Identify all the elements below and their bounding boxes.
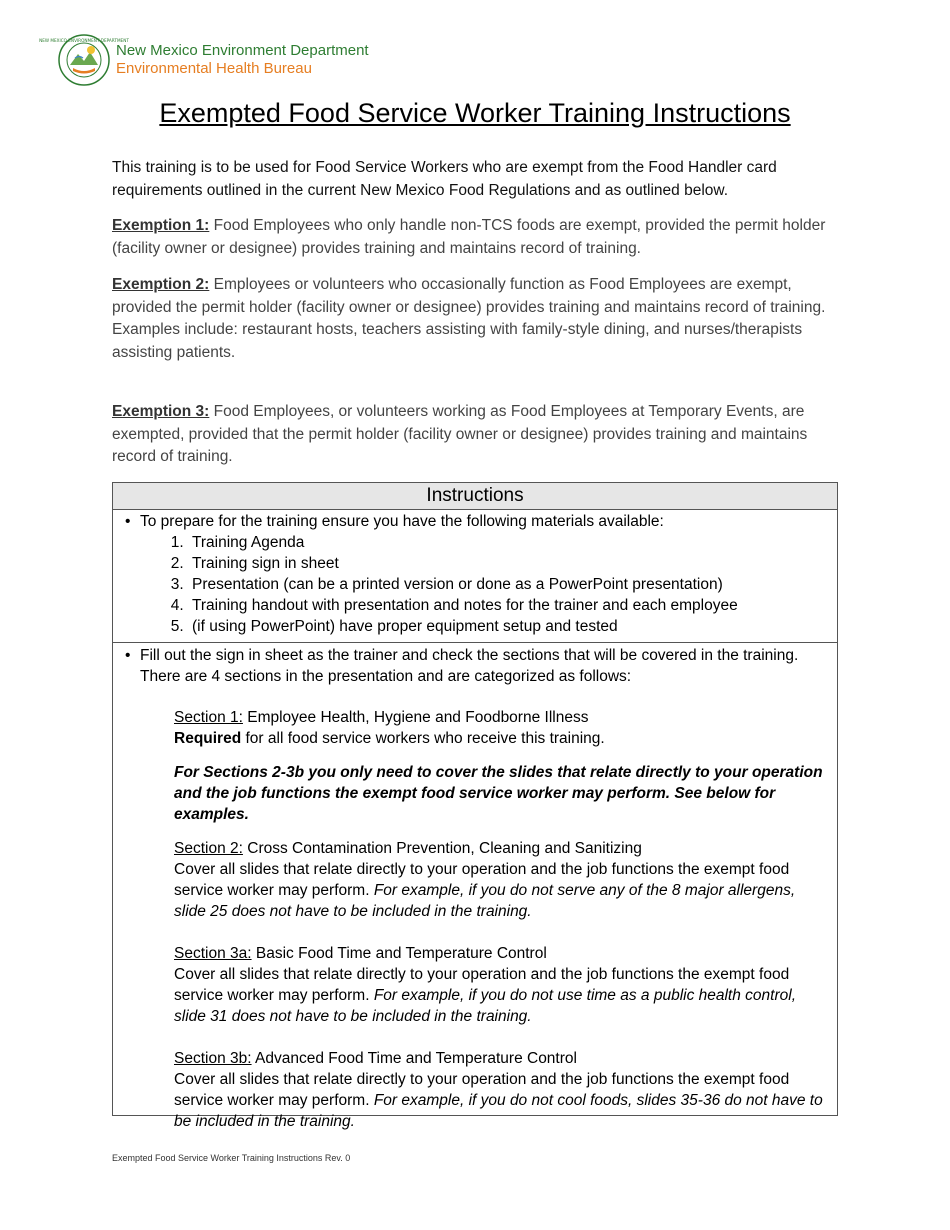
list-item: 1. Training Agenda xyxy=(188,532,827,553)
exemption-text: Food Employees who only handle non-TCS foods are exempt, provided the permit holder (facility owner or designee) provides training and maintains record of training. xyxy=(112,217,826,257)
exemption-2 xyxy=(112,274,838,365)
section-title: Employee Health, Hygiene and Foodborne Illness xyxy=(242,709,589,726)
required-word: Required xyxy=(174,730,242,747)
nmed-seal-logo xyxy=(39,34,129,86)
section-2 xyxy=(174,838,827,922)
exemption-label: Exemption 3: xyxy=(112,403,210,420)
seal-text: NEW MEXICO ENVIRONMENT DEPARTMENT xyxy=(39,38,129,43)
bureau-name: Environmental Health Bureau xyxy=(116,60,312,77)
exemption-label: Exemption 1: xyxy=(112,217,210,234)
list-item: 4. Training handout with presentation and notes for the trainer and each employee xyxy=(188,595,827,616)
exemption-text: Food Employees, or volunteers working as Food Employees at Temporary Events, are exempted, provided that the permit holder (facility owner or designee) provides training and maintains record of training. xyxy=(112,403,808,466)
fill-bullet: • Fill out the sign in sheet as the trainer and check the sections that will be covered in the training. There are 4 sections in the presentation and are categorized as follows: xyxy=(125,645,827,687)
list-item: 2. Training sign in sheet xyxy=(188,553,827,574)
section-example: For example, if you do not serve any of the 8 major allergens, slide 25 does not have to be included in the training. xyxy=(174,882,796,920)
section-title: Advanced Food Time and Temperature Control xyxy=(251,1050,577,1067)
page-title: Exempted Food Service Worker Training Instructions xyxy=(159,98,791,128)
exemption-3 xyxy=(112,401,838,469)
agency-name xyxy=(116,42,369,78)
exemption-label: Exemption 2: xyxy=(112,276,210,293)
list-item: 3. Presentation (can be a printed version or done as a PowerPoint presentation) xyxy=(188,574,827,595)
exemption-text: Employees or volunteers who occasionally function as Food Employees are exempt, provided the permit holder (facility owner or designee) provides training and maintains record of training. xyxy=(112,276,826,316)
exemption-examples: Examples include: restaurant hosts, teachers assisting with family-style dining, and nurses/therapists assisting patients. xyxy=(112,321,803,362)
department-name: New Mexico Environment Department xyxy=(116,42,369,59)
section-body: Cover all slides that relate directly to your operation and the job functions the exempt food service worker may perform. xyxy=(174,1071,790,1109)
section-3a xyxy=(174,943,827,1027)
required-text: for all food service workers who receive this training. xyxy=(241,730,605,747)
materials-section xyxy=(113,510,837,643)
section-label: Section 3b: xyxy=(174,1050,252,1067)
materials-list xyxy=(125,532,827,637)
section-1 xyxy=(174,707,827,749)
section-title: Cross Contamination Prevention, Cleaning and Sanitizing xyxy=(242,840,642,857)
list-item: 5. (if using PowerPoint) have proper equipment setup and tested xyxy=(188,616,827,637)
section-title: Basic Food Time and Temperature Control xyxy=(251,945,547,962)
prep-bullet: • To prepare for the training ensure you have the following materials available: xyxy=(125,511,827,532)
section-label: Section 3a: xyxy=(174,945,252,962)
instructions-heading: Instructions xyxy=(113,483,837,510)
section-label: Section 1: xyxy=(174,709,243,726)
section-body: Cover all slides that relate directly to your operation and the job functions the exempt food service worker may perform. xyxy=(174,966,790,1004)
instructions-box xyxy=(112,482,838,1130)
intro-paragraph: This training is to be used for Food Service Workers who are exempt from the Food Handler card requirements outlined in the current New Mexico Food Regulations and as outlined below. xyxy=(112,159,777,199)
sections-overview xyxy=(113,643,837,1132)
section-example: For example, if you do not cool foods, slides 35-36 do not have to be included in the training. xyxy=(174,1092,823,1130)
footer-text: Exempted Food Service Worker Training Instructions Rev. 0 xyxy=(112,1153,351,1163)
section-label: Section 2: xyxy=(174,840,243,857)
exemption-1 xyxy=(112,215,838,260)
sections-note: For Sections 2-3b you only need to cover the slides that relate directly to your operation and the job functions the exempt food service worker may perform. See below for examples. xyxy=(174,764,823,823)
section-body: Cover all slides that relate directly to your operation and the job functions the exempt food service worker may perform. xyxy=(174,861,790,899)
section-3b xyxy=(174,1048,827,1132)
section-example: For example, if you do not use time as a public health control, slide 31 does not have to be included in the training. xyxy=(174,987,796,1025)
letterhead xyxy=(39,32,369,88)
